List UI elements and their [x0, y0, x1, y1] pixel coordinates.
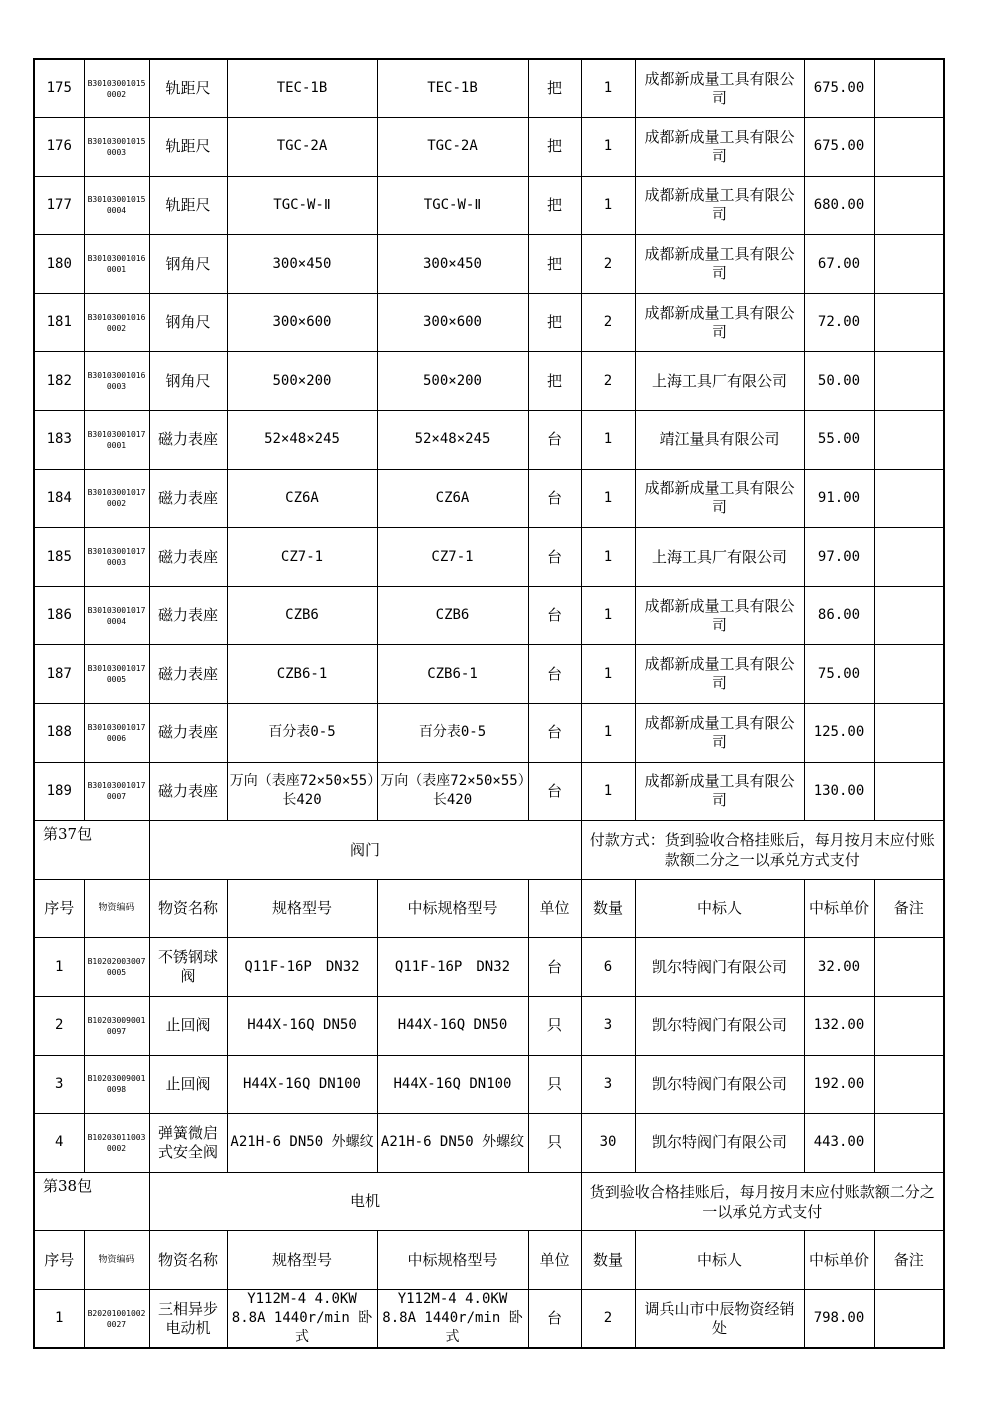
header-note: 备注 [874, 879, 944, 938]
cell-name: 磁力表座 [149, 528, 227, 587]
cell-qty: 30 [581, 1114, 635, 1173]
cell-qty: 6 [581, 938, 635, 997]
package-number: 第38包 [34, 1172, 149, 1231]
cell-no: 185 [34, 528, 84, 587]
table-row [34, 1289, 944, 1348]
cell-qty: 1 [581, 411, 635, 470]
cell-no: 184 [34, 469, 84, 528]
cell-bid-spec: H44X-16Q DN100 [377, 1055, 528, 1114]
table-row [34, 938, 944, 997]
cell-winner: 凯尔特阀门有限公司 [635, 938, 804, 997]
cell-note [874, 1289, 944, 1348]
cell-price: 192.00 [804, 1055, 874, 1114]
table-header-row [34, 879, 944, 938]
cell-no: 175 [34, 59, 84, 118]
cell-unit: 台 [528, 586, 581, 645]
cell-unit: 台 [528, 411, 581, 470]
cell-unit: 台 [528, 1289, 581, 1348]
cell-bid-spec: Q11F-16P DN32 [377, 938, 528, 997]
cell-code: B301030010170007 [84, 762, 149, 821]
cell-note [874, 1055, 944, 1114]
cell-code: B301030010150003 [84, 118, 149, 177]
table-row [34, 1114, 944, 1173]
table-header-row [34, 1231, 944, 1290]
cell-price: 75.00 [804, 645, 874, 704]
cell-no: 1 [34, 938, 84, 997]
cell-no: 183 [34, 411, 84, 470]
cell-note [874, 997, 944, 1056]
cell-name: 弹簧微启式安全阀 [149, 1114, 227, 1173]
cell-bid-spec: CZB6-1 [377, 645, 528, 704]
cell-spec: CZB6 [227, 586, 377, 645]
header-code: 物资编码 [84, 1231, 149, 1290]
table-row [34, 1055, 944, 1114]
cell-unit: 台 [528, 645, 581, 704]
cell-note [874, 528, 944, 587]
cell-spec: 百分表0-5 [227, 704, 377, 763]
cell-winner: 成都新成量工具有限公司 [635, 59, 804, 118]
cell-no: 188 [34, 704, 84, 763]
cell-no: 187 [34, 645, 84, 704]
cell-price: 675.00 [804, 59, 874, 118]
cell-note [874, 645, 944, 704]
cell-note [874, 586, 944, 645]
package-category: 阀门 [149, 821, 581, 880]
cell-unit: 台 [528, 469, 581, 528]
cell-note [874, 938, 944, 997]
cell-name: 三相异步电动机 [149, 1289, 227, 1348]
header-qty: 数量 [581, 879, 635, 938]
cell-price: 55.00 [804, 411, 874, 470]
cell-spec: A21H-6 DN50 外螺纹 [227, 1114, 377, 1173]
cell-qty: 2 [581, 235, 635, 294]
cell-spec: TGC-W-Ⅱ [227, 176, 377, 235]
cell-bid-spec: 52×48×245 [377, 411, 528, 470]
cell-price: 67.00 [804, 235, 874, 294]
header-price: 中标单价 [804, 1231, 874, 1290]
cell-code: B102020030070005 [84, 938, 149, 997]
cell-spec: H44X-16Q DN100 [227, 1055, 377, 1114]
package-row [34, 1172, 944, 1231]
cell-code: B102030110030002 [84, 1114, 149, 1173]
cell-winner: 上海工具厂有限公司 [635, 528, 804, 587]
header-code: 物资编码 [84, 879, 149, 938]
cell-unit: 把 [528, 293, 581, 352]
cell-code: B301030010160003 [84, 352, 149, 411]
cell-price: 50.00 [804, 352, 874, 411]
cell-winner: 成都新成量工具有限公司 [635, 645, 804, 704]
cell-price: 680.00 [804, 176, 874, 235]
cell-unit: 台 [528, 762, 581, 821]
cell-spec: H44X-16Q DN50 [227, 997, 377, 1056]
cell-spec: CZ6A [227, 469, 377, 528]
cell-spec: Y112M-4 4.0KW 8.8A 1440r/min 卧式 [227, 1289, 377, 1348]
cell-qty: 3 [581, 1055, 635, 1114]
cell-unit: 把 [528, 59, 581, 118]
cell-unit: 把 [528, 118, 581, 177]
table-row [34, 176, 944, 235]
cell-price: 130.00 [804, 762, 874, 821]
cell-bid-spec: A21H-6 DN50 外螺纹 [377, 1114, 528, 1173]
cell-bid-spec: 500×200 [377, 352, 528, 411]
cell-qty: 3 [581, 997, 635, 1056]
cell-bid-spec: 300×600 [377, 293, 528, 352]
cell-winner: 凯尔特阀门有限公司 [635, 1114, 804, 1173]
cell-note [874, 235, 944, 294]
cell-no: 176 [34, 118, 84, 177]
cell-bid-spec: Y112M-4 4.0KW 8.8A 1440r/min 卧式 [377, 1289, 528, 1348]
payment-terms: 货到验收合格挂账后，每月按月末应付账款额二分之一以承兑方式支付 [581, 1172, 944, 1231]
table-row [34, 762, 944, 821]
cell-unit: 台 [528, 938, 581, 997]
cell-name: 磁力表座 [149, 469, 227, 528]
cell-name: 磁力表座 [149, 645, 227, 704]
cell-price: 675.00 [804, 118, 874, 177]
cell-no: 3 [34, 1055, 84, 1114]
cell-spec: 500×200 [227, 352, 377, 411]
cell-qty: 2 [581, 1289, 635, 1348]
cell-winner: 上海工具厂有限公司 [635, 352, 804, 411]
cell-code: B301030010170004 [84, 586, 149, 645]
cell-qty: 1 [581, 469, 635, 528]
header-note: 备注 [874, 1231, 944, 1290]
cell-price: 798.00 [804, 1289, 874, 1348]
cell-bid-spec: 万向（表座72×50×55）长420 [377, 762, 528, 821]
cell-note [874, 411, 944, 470]
cell-name: 钢角尺 [149, 352, 227, 411]
table-row [34, 293, 944, 352]
cell-no: 177 [34, 176, 84, 235]
procurement-table [33, 58, 945, 1349]
header-spec: 规格型号 [227, 879, 377, 938]
cell-qty: 1 [581, 762, 635, 821]
cell-note [874, 352, 944, 411]
header-name: 物资名称 [149, 879, 227, 938]
cell-qty: 1 [581, 528, 635, 587]
header-no: 序号 [34, 1231, 84, 1290]
cell-note [874, 118, 944, 177]
header-name: 物资名称 [149, 1231, 227, 1290]
cell-spec: 52×48×245 [227, 411, 377, 470]
cell-code: B301030010170003 [84, 528, 149, 587]
cell-qty: 2 [581, 293, 635, 352]
table-row [34, 586, 944, 645]
cell-spec: CZB6-1 [227, 645, 377, 704]
cell-winner: 调兵山市中辰物资经销处 [635, 1289, 804, 1348]
header-no: 序号 [34, 879, 84, 938]
cell-note [874, 469, 944, 528]
cell-qty: 1 [581, 586, 635, 645]
cell-winner: 凯尔特阀门有限公司 [635, 1055, 804, 1114]
cell-price: 32.00 [804, 938, 874, 997]
cell-name: 轨距尺 [149, 59, 227, 118]
cell-spec: TEC-1B [227, 59, 377, 118]
cell-price: 132.00 [804, 997, 874, 1056]
cell-winner: 成都新成量工具有限公司 [635, 235, 804, 294]
cell-winner: 成都新成量工具有限公司 [635, 176, 804, 235]
cell-no: 2 [34, 997, 84, 1056]
cell-bid-spec: TEC-1B [377, 59, 528, 118]
cell-no: 181 [34, 293, 84, 352]
cell-winner: 成都新成量工具有限公司 [635, 469, 804, 528]
table-row [34, 352, 944, 411]
cell-spec: 300×600 [227, 293, 377, 352]
cell-winner: 成都新成量工具有限公司 [635, 762, 804, 821]
cell-bid-spec: 百分表0-5 [377, 704, 528, 763]
cell-unit: 把 [528, 235, 581, 294]
cell-name: 钢角尺 [149, 293, 227, 352]
cell-qty: 1 [581, 176, 635, 235]
header-unit: 单位 [528, 1231, 581, 1290]
cell-price: 97.00 [804, 528, 874, 587]
cell-spec: 300×450 [227, 235, 377, 294]
cell-winner: 靖江量具有限公司 [635, 411, 804, 470]
cell-code: B301030010160001 [84, 235, 149, 294]
cell-note [874, 762, 944, 821]
cell-spec: TGC-2A [227, 118, 377, 177]
cell-code: B301030010170005 [84, 645, 149, 704]
cell-unit: 把 [528, 176, 581, 235]
table-row [34, 469, 944, 528]
cell-code: B102030090010098 [84, 1055, 149, 1114]
cell-bid-spec: 300×450 [377, 235, 528, 294]
cell-bid-spec: CZB6 [377, 586, 528, 645]
header-price: 中标单价 [804, 879, 874, 938]
cell-qty: 1 [581, 704, 635, 763]
header-winner: 中标人 [635, 1231, 804, 1290]
cell-bid-spec: CZ6A [377, 469, 528, 528]
table-row [34, 528, 944, 587]
cell-unit: 只 [528, 1055, 581, 1114]
cell-code: B301030010170002 [84, 469, 149, 528]
cell-price: 443.00 [804, 1114, 874, 1173]
cell-qty: 2 [581, 352, 635, 411]
cell-spec: 万向（表座72×50×55）长420 [227, 762, 377, 821]
cell-qty: 1 [581, 118, 635, 177]
cell-no: 180 [34, 235, 84, 294]
header-winner: 中标人 [635, 879, 804, 938]
table-row [34, 704, 944, 763]
cell-name: 钢角尺 [149, 235, 227, 294]
cell-qty: 1 [581, 59, 635, 118]
cell-code: B301030010160002 [84, 293, 149, 352]
cell-bid-spec: H44X-16Q DN50 [377, 997, 528, 1056]
cell-code: B301030010170001 [84, 411, 149, 470]
cell-winner: 成都新成量工具有限公司 [635, 704, 804, 763]
cell-bid-spec: CZ7-1 [377, 528, 528, 587]
table-row [34, 997, 944, 1056]
cell-no: 182 [34, 352, 84, 411]
cell-unit: 台 [528, 704, 581, 763]
cell-winner: 成都新成量工具有限公司 [635, 586, 804, 645]
cell-price: 72.00 [804, 293, 874, 352]
cell-no: 189 [34, 762, 84, 821]
cell-note [874, 704, 944, 763]
package-number: 第37包 [34, 821, 149, 880]
cell-price: 86.00 [804, 586, 874, 645]
cell-name: 磁力表座 [149, 411, 227, 470]
cell-unit: 台 [528, 528, 581, 587]
header-spec: 规格型号 [227, 1231, 377, 1290]
cell-winner: 凯尔特阀门有限公司 [635, 997, 804, 1056]
cell-name: 不锈钢球阀 [149, 938, 227, 997]
table-row [34, 411, 944, 470]
table-row [34, 235, 944, 294]
cell-winner: 成都新成量工具有限公司 [635, 118, 804, 177]
cell-no: 4 [34, 1114, 84, 1173]
cell-name: 轨距尺 [149, 118, 227, 177]
cell-name: 轨距尺 [149, 176, 227, 235]
table-row [34, 118, 944, 177]
header-bid-spec: 中标规格型号 [377, 1231, 528, 1290]
table-row [34, 59, 944, 118]
cell-name: 止回阀 [149, 997, 227, 1056]
cell-spec: Q11F-16P DN32 [227, 938, 377, 997]
cell-note [874, 59, 944, 118]
cell-unit: 把 [528, 352, 581, 411]
cell-unit: 只 [528, 1114, 581, 1173]
cell-code: B202010010020027 [84, 1289, 149, 1348]
header-unit: 单位 [528, 879, 581, 938]
cell-code: B301030010150002 [84, 59, 149, 118]
cell-name: 磁力表座 [149, 762, 227, 821]
cell-price: 125.00 [804, 704, 874, 763]
cell-name: 磁力表座 [149, 704, 227, 763]
cell-code: B301030010170006 [84, 704, 149, 763]
cell-no: 186 [34, 586, 84, 645]
package-row [34, 821, 944, 880]
header-qty: 数量 [581, 1231, 635, 1290]
package-category: 电机 [149, 1172, 581, 1231]
table-row [34, 645, 944, 704]
cell-bid-spec: TGC-W-Ⅱ [377, 176, 528, 235]
cell-note [874, 1114, 944, 1173]
cell-bid-spec: TGC-2A [377, 118, 528, 177]
cell-code: B301030010150004 [84, 176, 149, 235]
cell-note [874, 293, 944, 352]
cell-spec: CZ7-1 [227, 528, 377, 587]
cell-name: 止回阀 [149, 1055, 227, 1114]
payment-terms: 付款方式：货到验收合格挂账后，每月按月末应付账款额二分之一以承兑方式支付 [581, 821, 944, 880]
cell-name: 磁力表座 [149, 586, 227, 645]
cell-code: B102030090010097 [84, 997, 149, 1056]
cell-winner: 成都新成量工具有限公司 [635, 293, 804, 352]
cell-qty: 1 [581, 645, 635, 704]
cell-price: 91.00 [804, 469, 874, 528]
cell-no: 1 [34, 1289, 84, 1348]
cell-unit: 只 [528, 997, 581, 1056]
cell-note [874, 176, 944, 235]
header-bid-spec: 中标规格型号 [377, 879, 528, 938]
